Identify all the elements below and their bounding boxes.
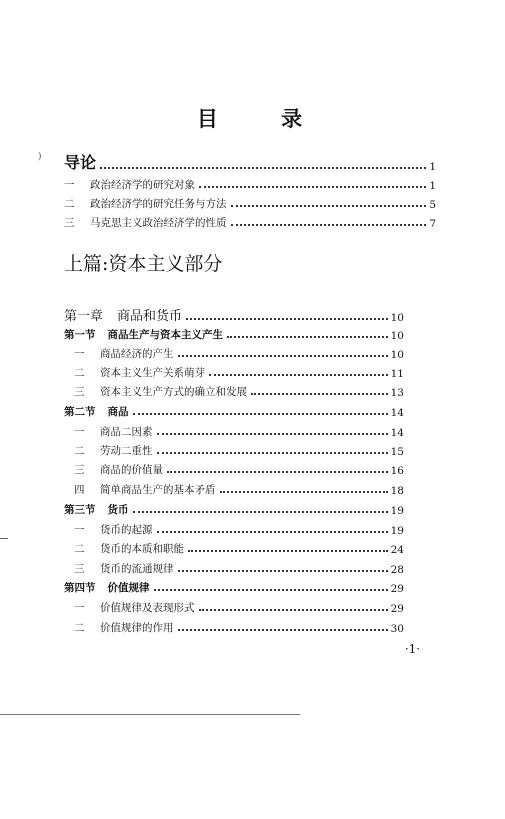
dot-leader: [133, 413, 388, 415]
toc-entry-page: 13: [390, 387, 404, 399]
toc-item-number: 一: [74, 602, 85, 614]
toc-item-number: 三: [74, 563, 85, 575]
toc-entry-page: 18: [390, 485, 404, 497]
toc-chapter-number: 第一章: [64, 309, 104, 324]
toc-section-number: 第三节: [64, 504, 96, 516]
dot-leader: [231, 205, 427, 207]
toc-entry-page: 11: [390, 368, 404, 380]
toc-entry-label: 政治经济学的研究任务与方法: [90, 198, 227, 210]
page-title: 目 录: [196, 106, 331, 131]
dot-leader: [133, 511, 388, 513]
toc-item-number: 一: [74, 426, 85, 438]
toc-section-number: 第二节: [64, 406, 96, 418]
toc-item-number: 一: [74, 524, 85, 536]
toc-entry-label: 简单商品生产的基本矛盾: [100, 484, 216, 496]
dot-leader: [188, 550, 388, 552]
toc-item-number: 二: [74, 445, 85, 457]
dot-leader: [220, 491, 388, 493]
toc-entry-page: 19: [390, 505, 404, 517]
toc-section[interactable]: [64, 327, 404, 342]
dot-leader: [199, 609, 388, 611]
toc-entry-page: 10: [390, 330, 404, 342]
toc-entry-label: 货币的本质和职能: [100, 543, 184, 555]
toc-item-number: 二: [74, 543, 85, 555]
toc-item-number: 二: [64, 198, 75, 210]
toc-intro-item[interactable]: [64, 215, 436, 230]
toc-entry-page: 14: [390, 407, 404, 419]
dot-leader: [167, 471, 388, 473]
dot-leader: [100, 167, 426, 169]
toc-subitem[interactable]: [74, 443, 404, 458]
toc-entry-page: 1: [429, 161, 436, 173]
toc-entry-label: 商品生产与资本主义产生: [107, 329, 223, 341]
toc-entry-page: 19: [390, 525, 404, 537]
toc-entry-page: 7: [429, 218, 436, 230]
toc-entry-label: 导论: [64, 153, 97, 172]
dot-leader: [178, 629, 388, 631]
toc-entry-page: 10: [390, 312, 404, 324]
toc-entry-page: 29: [390, 603, 404, 615]
toc-entry-label: 资本主义生产关系萌芽: [100, 367, 205, 379]
toc-item-number: 三: [64, 217, 75, 229]
dot-leader: [154, 589, 388, 591]
toc-section-number: 第一节: [64, 329, 96, 341]
dot-leader: [199, 186, 426, 188]
toc-subitem[interactable]: [74, 462, 404, 477]
toc-subitem[interactable]: [74, 620, 404, 635]
toc-entry-page: 14: [390, 427, 404, 439]
dot-leader: [157, 452, 388, 454]
toc-entry-label: 劳动二重性: [100, 445, 153, 457]
toc-entry-page: 15: [390, 446, 404, 458]
scan-mark: ): [38, 152, 42, 162]
toc-section[interactable]: [64, 580, 404, 595]
toc-chapter[interactable]: [64, 305, 404, 324]
toc-entry-label: 价值规律: [107, 582, 150, 594]
toc-intro-item[interactable]: [64, 196, 436, 211]
part-title: 上篇:资本主义部分: [64, 253, 223, 275]
toc-item-number: 一: [74, 348, 85, 360]
page-number: ·1·: [404, 642, 421, 656]
toc-entry-page: 1: [429, 180, 436, 192]
toc-subitem[interactable]: [74, 384, 404, 399]
toc-entry-label: 马克思主义政治经济学的性质: [90, 217, 227, 229]
toc-section[interactable]: [64, 502, 404, 517]
toc-subitem[interactable]: [74, 522, 404, 537]
toc-subitem[interactable]: [74, 561, 404, 576]
toc-entry-page: 29: [390, 583, 404, 595]
toc-subitem[interactable]: [74, 482, 404, 497]
dot-leader: [209, 374, 388, 376]
dot-leader: [186, 318, 388, 320]
dot-leader: [178, 570, 388, 572]
toc-entry-label: 商品和货币: [117, 309, 183, 324]
toc-intro-item[interactable]: [64, 177, 436, 192]
toc-subitem[interactable]: [74, 346, 404, 361]
toc-entry-label: 商品二因素: [100, 426, 153, 438]
toc-item-number: 四: [74, 484, 85, 496]
scan-edge-line: [0, 714, 300, 715]
toc-entry-label: 货币: [107, 504, 129, 516]
toc-entry-label: 商品的价值量: [100, 464, 163, 476]
toc-entry-label: 资本主义生产方式的确立和发展: [100, 386, 247, 398]
toc-item-number: 三: [74, 464, 85, 476]
toc-entry-page: 30: [390, 623, 404, 635]
toc-entry-label: 商品: [107, 406, 129, 418]
toc-subitem[interactable]: [74, 541, 404, 556]
toc-entry-label: 货币的流通规律: [100, 563, 174, 575]
toc-entry-page: 28: [390, 564, 404, 576]
toc-entry-page: 16: [390, 465, 404, 477]
toc-subitem[interactable]: [74, 424, 404, 439]
toc-entry-page: 24: [390, 544, 404, 556]
toc-entry-label: 政治经济学的研究对象: [90, 179, 195, 191]
toc-item-number: 二: [74, 622, 85, 634]
toc-entry-page: 10: [390, 349, 404, 361]
dot-leader: [157, 531, 388, 533]
toc-item-number: 三: [74, 386, 85, 398]
scan-mark: [0, 538, 8, 539]
dot-leader: [231, 224, 427, 226]
toc-intro-heading[interactable]: [64, 150, 436, 173]
toc-subitem[interactable]: [74, 600, 404, 615]
toc-entry-label: 价值规律的作用: [100, 622, 174, 634]
dot-leader: [251, 393, 388, 395]
toc-subitem[interactable]: [74, 365, 404, 380]
toc-entry-label: 商品经济的产生: [100, 348, 174, 360]
toc-entry-label: 价值规律及表现形式: [100, 602, 195, 614]
toc-section[interactable]: [64, 404, 404, 419]
dot-leader: [227, 336, 388, 338]
toc-item-number: 二: [74, 367, 85, 379]
dot-leader: [157, 433, 388, 435]
toc-entry-page: 5: [429, 199, 436, 211]
toc-section-number: 第四节: [64, 582, 96, 594]
toc-entry-label: 货币的起源: [100, 524, 153, 536]
toc-item-number: 一: [64, 179, 75, 191]
dot-leader: [178, 355, 388, 357]
